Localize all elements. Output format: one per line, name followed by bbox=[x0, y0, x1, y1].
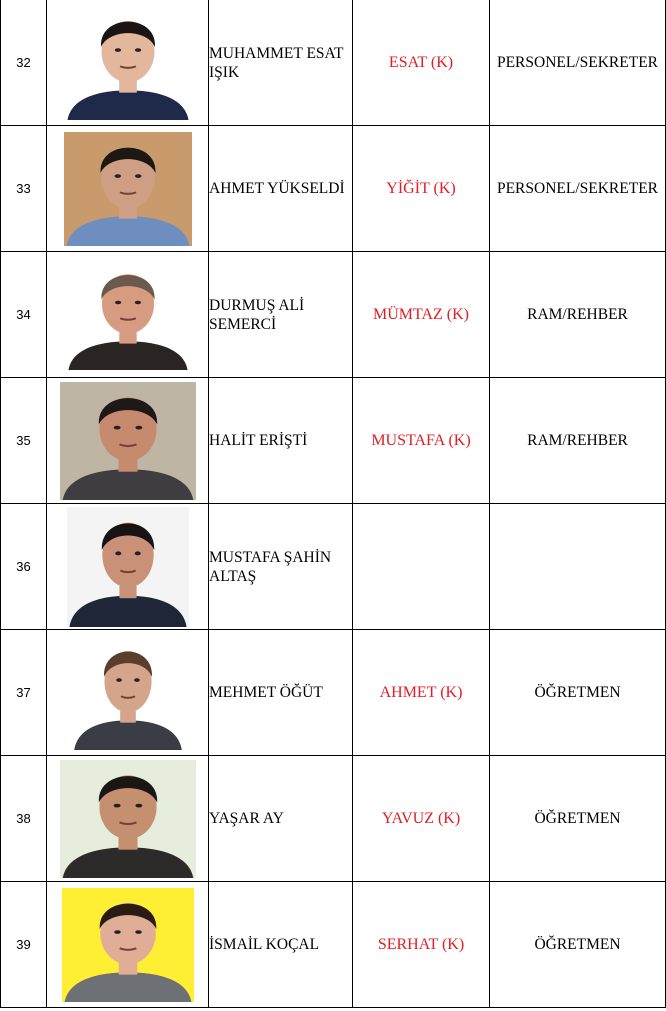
row-number-text: 35 bbox=[16, 433, 31, 448]
row-number bbox=[1, 756, 47, 882]
row-number-text: 33 bbox=[16, 181, 31, 196]
name-cell bbox=[209, 252, 353, 378]
photo-cell bbox=[47, 756, 209, 882]
role-text: RAM/REHBER bbox=[527, 306, 628, 323]
row-number bbox=[1, 126, 47, 252]
person-photo-icon bbox=[65, 6, 191, 120]
code-name-cell bbox=[353, 504, 490, 630]
person-name: MUHAMMET ESAT IŞIK bbox=[209, 44, 344, 81]
code-name-cell bbox=[353, 0, 490, 126]
person-photo-icon bbox=[66, 260, 190, 370]
table-row bbox=[1, 378, 666, 504]
code-name-cell bbox=[353, 378, 490, 504]
code-name: ESAT (K) bbox=[388, 53, 454, 71]
name-cell bbox=[209, 378, 353, 504]
person-photo-icon bbox=[60, 382, 196, 500]
role-cell bbox=[490, 630, 666, 756]
row-number-text: 34 bbox=[16, 307, 31, 322]
person-name: DURMUŞ ALİ SEMERCİ bbox=[209, 296, 305, 333]
row-number-text: 37 bbox=[16, 685, 31, 700]
roster-body bbox=[1, 0, 666, 1008]
row-number bbox=[1, 0, 47, 126]
row-number-text: 36 bbox=[16, 559, 31, 574]
code-name-cell bbox=[353, 630, 490, 756]
row-number-text: 39 bbox=[16, 937, 31, 952]
row-number bbox=[1, 378, 47, 504]
table-row bbox=[1, 126, 666, 252]
role-cell bbox=[490, 504, 666, 630]
row-number bbox=[1, 882, 47, 1008]
role-text: RAM/REHBER bbox=[527, 432, 628, 449]
role-cell bbox=[490, 252, 666, 378]
row-number bbox=[1, 504, 47, 630]
photo-cell bbox=[47, 0, 209, 126]
name-cell bbox=[209, 630, 353, 756]
person-name: AHMET YÜKSELDİ bbox=[209, 180, 345, 197]
table-row bbox=[1, 882, 666, 1008]
role-cell bbox=[490, 378, 666, 504]
code-name: MÜMTAZ (K) bbox=[372, 305, 470, 323]
role-text: PERSONEL/SEKRETER bbox=[496, 180, 659, 197]
role-cell bbox=[490, 126, 666, 252]
code-name: SERHAT (K) bbox=[377, 935, 465, 953]
photo-cell bbox=[47, 504, 209, 630]
name-cell bbox=[209, 882, 353, 1008]
photo-cell bbox=[47, 126, 209, 252]
table-row bbox=[1, 0, 666, 126]
code-name: AHMET (K) bbox=[379, 683, 463, 701]
photo-cell bbox=[47, 882, 209, 1008]
photo-cell bbox=[47, 252, 209, 378]
person-name: YAŞAR AY bbox=[209, 810, 284, 827]
person-name: HALİT ERİŞTİ bbox=[209, 432, 308, 449]
photo-cell bbox=[47, 378, 209, 504]
name-cell bbox=[209, 126, 353, 252]
row-number-text: 38 bbox=[16, 811, 31, 826]
code-name: YAVUZ (K) bbox=[381, 809, 461, 827]
name-cell bbox=[209, 0, 353, 126]
person-name: İSMAİL KOÇAL bbox=[209, 936, 320, 953]
code-name: MUSTAFA (K) bbox=[371, 431, 471, 449]
name-cell bbox=[209, 756, 353, 882]
code-name-cell bbox=[353, 126, 490, 252]
role-cell bbox=[490, 0, 666, 126]
code-name-cell bbox=[353, 252, 490, 378]
role-text: ÖĞRETMEN bbox=[534, 810, 621, 827]
person-photo-icon bbox=[62, 888, 194, 1002]
role-text: ÖĞRETMEN bbox=[534, 684, 621, 701]
row-number-text: 32 bbox=[16, 55, 31, 70]
person-photo-icon bbox=[67, 507, 189, 627]
code-name-cell bbox=[353, 756, 490, 882]
code-name: YİĞİT (K) bbox=[386, 179, 456, 197]
name-cell bbox=[209, 504, 353, 630]
person-name: MUSTAFA ŞAHİN ALTAŞ bbox=[209, 548, 332, 585]
person-name: MEHMET ÖĞÜT bbox=[209, 684, 323, 701]
table-row bbox=[1, 756, 666, 882]
role-cell bbox=[490, 882, 666, 1008]
role-text: PERSONEL/SEKRETER bbox=[496, 54, 659, 71]
role-cell bbox=[490, 756, 666, 882]
code-name-cell bbox=[353, 882, 490, 1008]
person-photo-icon bbox=[60, 760, 196, 878]
table-row bbox=[1, 504, 666, 630]
table-row bbox=[1, 630, 666, 756]
row-number bbox=[1, 252, 47, 378]
role-text: ÖĞRETMEN bbox=[534, 936, 621, 953]
photo-cell bbox=[47, 630, 209, 756]
table-row bbox=[1, 252, 666, 378]
person-photo-icon bbox=[72, 636, 184, 750]
person-photo-icon bbox=[64, 132, 192, 246]
row-number bbox=[1, 630, 47, 756]
